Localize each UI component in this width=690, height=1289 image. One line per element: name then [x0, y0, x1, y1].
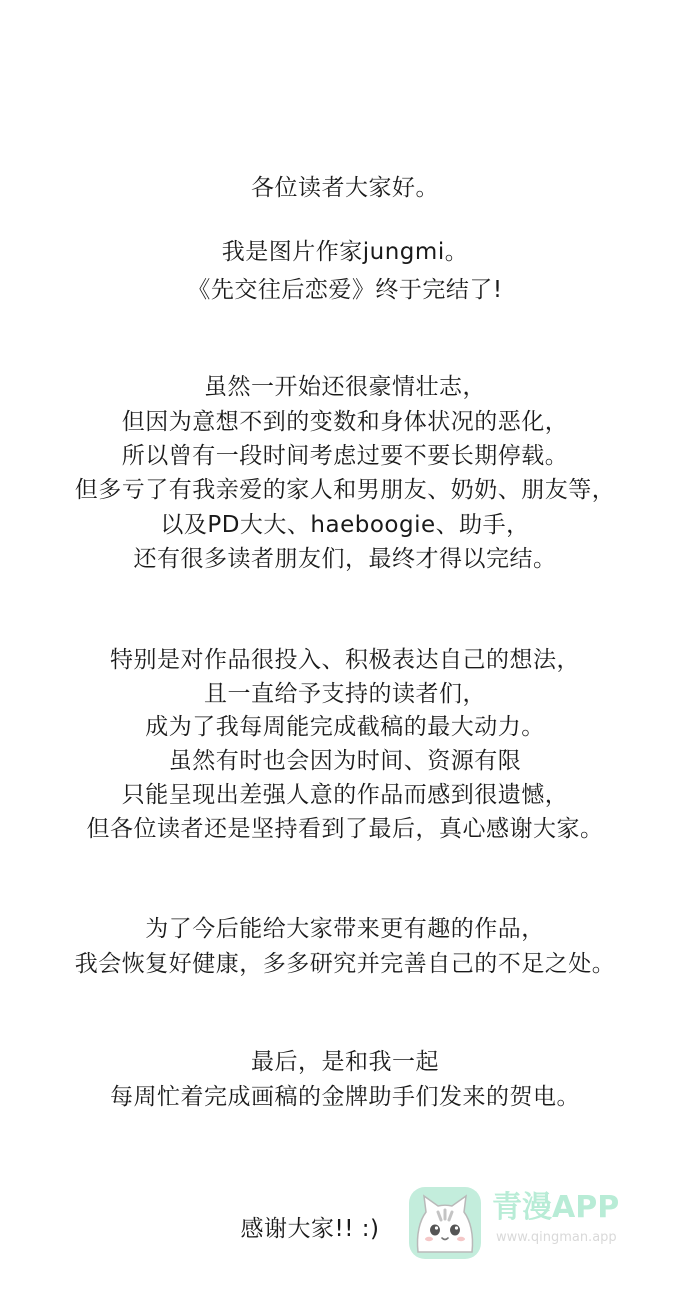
letter-line: 特别是对作品很投入、积极表达自己的想法， — [110, 647, 580, 673]
watermark-title: 青漫APP — [492, 1190, 620, 1225]
letter-line: 且一直给予支持的读者们， — [204, 681, 486, 707]
watermark-url: www.qingman.app — [496, 1230, 617, 1245]
letter-line: 我会恢复好健康，多多研究并完善自己的不足之处。 — [74, 951, 616, 977]
letter-line: 所以曾有一段时间考虑过要不要长期停载。 — [121, 443, 569, 469]
letter-line: 我是图片作家jungmi。 — [221, 239, 469, 265]
letter-line: 为了今后能给大家带来更有趣的作品， — [145, 916, 545, 942]
letter-line: 最后，是和我一起 — [251, 1049, 439, 1075]
letter-line: 《先交往后恋爱》终于完结了! — [187, 277, 503, 303]
letter-line: 但多亏了有我亲爱的家人和男朋友、奶奶、朋友等， — [74, 477, 616, 503]
letter-line: 成为了我每周能完成截稿的最大动力。 — [145, 714, 545, 740]
cat-face-icon — [408, 1186, 482, 1260]
letter-line: 每周忙着完成画稿的金牌助手们发来的贺电。 — [110, 1084, 580, 1110]
letter-line: 以及PD大大、haeboogie、助手， — [160, 512, 530, 538]
letter-line: 感谢大家!! :) — [240, 1216, 380, 1242]
letter-line: 但因为意想不到的变数和身体状况的恶化， — [121, 409, 569, 435]
letter-line: 但各位读者还是坚持看到了最后，真心感谢大家。 — [86, 816, 604, 842]
letter-line: 各位读者大家好。 — [251, 175, 439, 201]
watermark — [408, 1186, 648, 1260]
letter-line: 只能呈现出差强人意的作品而感到很遗憾， — [121, 782, 569, 808]
letter-line: 还有很多读者朋友们，最终才得以完结。 — [133, 546, 557, 572]
letter-line: 虽然有时也会因为时间、资源有限 — [168, 748, 522, 774]
letter-line: 虽然一开始还很豪情壮志， — [204, 374, 486, 400]
